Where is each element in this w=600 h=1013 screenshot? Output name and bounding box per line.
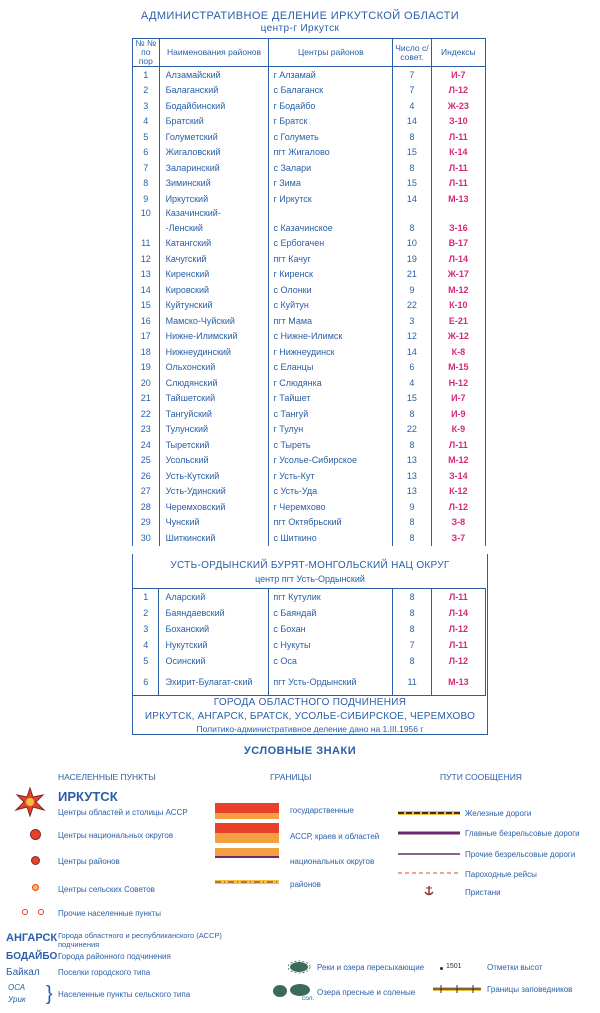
- legend-rural-council: Центры сельских Советов: [58, 885, 155, 894]
- row-num: 14: [133, 282, 160, 298]
- settlements-heading: НАСЕЛЕННЫЕ ПУНКТЫ: [58, 772, 156, 782]
- row-num: 5: [133, 653, 159, 669]
- row-num: 8: [133, 176, 160, 192]
- ust-orda-table: [132, 588, 486, 696]
- row-num: 15: [133, 298, 160, 314]
- table-row: [133, 499, 486, 515]
- row-index: Л-14: [448, 253, 468, 264]
- table-row: [133, 67, 486, 83]
- pier-anchor-icon: [423, 885, 435, 897]
- row-count: 14: [393, 344, 432, 360]
- row-center: с Усть-Уда: [269, 484, 393, 500]
- row-center: с Олонки: [269, 282, 393, 298]
- row-index: К-14: [449, 147, 468, 158]
- row-index: М-15: [448, 362, 469, 373]
- header-num: № № по пор: [133, 39, 160, 67]
- steamship-icon: [398, 870, 460, 876]
- border-state-icon: [215, 803, 279, 813]
- table-row: [133, 145, 486, 161]
- row-center: г Усолье-Сибирское: [269, 453, 393, 469]
- row-index: З-14: [449, 470, 468, 481]
- table-row: [133, 98, 486, 114]
- reserve-border-icon: [433, 984, 481, 994]
- border-district-icon: [215, 878, 279, 886]
- row-index: З-16: [449, 222, 468, 233]
- table-row: [133, 637, 486, 653]
- row-name: Усольский: [159, 453, 269, 469]
- railway-icon: [398, 809, 460, 817]
- row-name: Качугский: [159, 251, 269, 267]
- row-index: И-7: [451, 69, 466, 80]
- row-num: 3: [133, 98, 160, 114]
- row-name: Жигаловский: [159, 145, 269, 161]
- table-row: [133, 191, 486, 207]
- row-count: 8: [393, 129, 432, 145]
- row-name: Тангуйский: [159, 406, 269, 422]
- row-name: Заларинский: [159, 160, 269, 176]
- row-num: 6: [133, 669, 159, 696]
- row-num: 16: [133, 313, 160, 329]
- row-count: 13: [393, 468, 432, 484]
- other-settlement-icon-2: [38, 909, 44, 915]
- row-num: 24: [133, 437, 160, 453]
- lake-label: сол.: [302, 995, 315, 1002]
- row-index: Л-14: [448, 608, 469, 618]
- table-row: [133, 530, 486, 546]
- table-row: [133, 313, 486, 329]
- page-title: АДМИНИСТРАТИВНОЕ ДЕЛЕНИЕ ИРКУТСКОЙ ОБЛАСТИ: [140, 10, 460, 22]
- row-center: с Баяндай: [269, 605, 393, 621]
- row-center: с Ербогачен: [269, 236, 393, 252]
- row-name: Боханский: [159, 621, 269, 637]
- row-center: г Братск: [269, 114, 393, 130]
- row-center: с Тыреть: [269, 437, 393, 453]
- row-center: с Балаганск: [269, 83, 393, 99]
- row-center: с Бохан: [269, 621, 393, 637]
- row-num: 17: [133, 329, 160, 345]
- table-row: [133, 360, 486, 376]
- row-index: З-10: [449, 116, 468, 127]
- legend-main-roads: Главные безрельсовые дороги: [465, 829, 580, 838]
- legend-other-roads: Прочие безрельсовые дороги: [465, 850, 576, 859]
- legend-national: Центры национальных округов: [58, 831, 174, 840]
- row-center: с Голуметь: [269, 129, 393, 145]
- row-center: г Нижнеудинск: [269, 344, 393, 360]
- row-num: 5: [133, 129, 160, 145]
- table-row: [133, 669, 486, 696]
- row-center: пгт Жигалово: [269, 145, 393, 161]
- row-count: 9: [393, 282, 432, 298]
- row-name: Усть-Кутский: [159, 468, 269, 484]
- table-row: [133, 453, 486, 469]
- legend-drying: Реки и озера пересыхающие: [317, 963, 425, 972]
- table-row: [133, 329, 486, 345]
- row-num: 1: [133, 589, 159, 606]
- national-center-icon: [30, 829, 41, 840]
- row-count: 11: [393, 669, 431, 696]
- row-num: 6: [133, 145, 160, 161]
- row-name: Чунский: [159, 515, 269, 531]
- row-center: [269, 207, 393, 220]
- cities-title: ГОРОДА ОБЛАСТНОГО ПОДЧИНЕНИЯ: [213, 697, 407, 708]
- legend-capital: Центры областей и столицы АССР: [58, 808, 188, 817]
- row-count: 19: [393, 251, 432, 267]
- row-center: с Залари: [269, 160, 393, 176]
- row-num: 2: [133, 605, 159, 621]
- row-center: г Черемхово: [269, 499, 393, 515]
- row-index: Ж-12: [447, 331, 469, 342]
- row-name: Иркутский: [159, 191, 269, 207]
- districts-table: [132, 38, 486, 546]
- table-row: [133, 176, 486, 192]
- row-center: г Слюдянка: [269, 375, 393, 391]
- row-num: 3: [133, 621, 159, 637]
- row-index: Л-11: [448, 439, 468, 450]
- row-name: Нукутский: [159, 637, 269, 653]
- row-center: г Тулун: [269, 422, 393, 438]
- table-row: [133, 114, 486, 130]
- legend-border-assr: АССР, краев и областей: [290, 832, 380, 841]
- legend-urban-type: Поселки городского типа: [58, 968, 151, 977]
- header-center: Центры районов: [269, 39, 393, 67]
- legend-reserves: Границы заповедников: [487, 985, 573, 994]
- row-count: 13: [393, 484, 432, 500]
- row-index: М-12: [448, 284, 469, 295]
- row-name: Алзамайский: [159, 67, 269, 83]
- row-count: 8: [393, 406, 432, 422]
- row-count: 14: [393, 191, 432, 207]
- legend-city-regional: Города областного и республиканского (АССР) подчинения: [58, 931, 222, 949]
- row-num: 25: [133, 453, 160, 469]
- table-row: [133, 375, 486, 391]
- rural-council-icon: [32, 884, 39, 891]
- row-num: 13: [133, 267, 160, 283]
- sample-urban-type: Байкал: [6, 967, 40, 978]
- row-index: Ж-23: [447, 100, 469, 111]
- row-index: З-8: [451, 517, 466, 528]
- sample-rural-2: Урик: [8, 995, 26, 1004]
- border-state-band: [215, 813, 279, 819]
- sample-city-regional: АНГАРСК: [6, 932, 58, 944]
- row-count: 10: [393, 236, 432, 252]
- row-name: Слюдянский: [159, 375, 269, 391]
- legend-railways: Железные дороги: [465, 809, 532, 818]
- row-count: 7: [393, 637, 431, 653]
- table-row: [133, 236, 486, 252]
- row-index: З-7: [451, 532, 466, 543]
- row-count: 8: [393, 160, 432, 176]
- row-center: г Алзамай: [269, 67, 393, 83]
- row-center: г Бодайбо: [269, 98, 393, 114]
- ust-orda-title: УСТЬ-ОРДЫНСКИЙ БУРЯТ-МОНГОЛЬСКИЙ НАЦ ОКРУГ: [170, 560, 450, 571]
- row-name: Казачинский-: [159, 207, 269, 220]
- row-count: [393, 207, 432, 220]
- legend-border-districts: районов: [290, 880, 321, 889]
- row-count: 22: [393, 298, 432, 314]
- row-index: Л-12: [448, 85, 468, 96]
- row-name: Аларский: [159, 589, 269, 606]
- other-road-icon: [398, 851, 460, 857]
- legend-steamship: Пароходные рейсы: [465, 870, 537, 879]
- row-count: 7: [393, 67, 432, 83]
- border-assr-icon: [215, 823, 279, 833]
- table-row: [133, 515, 486, 531]
- table-row: [133, 282, 486, 298]
- row-center: пгт Качуг: [269, 251, 393, 267]
- row-count: 8: [393, 621, 431, 637]
- row-name: Мамско-Чуйский: [159, 313, 269, 329]
- legend-border-state: государственные: [290, 806, 354, 815]
- table-row: [133, 83, 486, 99]
- row-index: Л-12: [448, 624, 469, 634]
- row-num: 2: [133, 83, 160, 99]
- row-num: 7: [133, 160, 160, 176]
- table-row: [133, 207, 486, 220]
- row-name: Осинский: [159, 653, 269, 669]
- row-center: с Нукуты: [269, 637, 393, 653]
- row-num: 30: [133, 530, 160, 546]
- cities-list: ИРКУТСК, АНГАРСК, БРАТСК, УСОЛЬЕ-СИБИРСКОЕ, ЧЕРЕМХОВО: [144, 711, 476, 722]
- legend-elevation: Отметки высот: [487, 963, 543, 972]
- table-row: [133, 468, 486, 484]
- row-index: М-13: [448, 677, 469, 687]
- row-center: пгт Усть-Ордынский: [269, 669, 393, 696]
- row-center: г Тайшет: [269, 391, 393, 407]
- table-row: [133, 298, 486, 314]
- border-national-line: [215, 856, 279, 858]
- region-center: центр-г Иркутск: [260, 23, 340, 34]
- borders-heading: ГРАНИЦЫ: [270, 772, 312, 782]
- row-name: Эхирит-Булагат-ский: [159, 669, 269, 696]
- row-num: 19: [133, 360, 160, 376]
- row-num: 28: [133, 499, 160, 515]
- row-count: 21: [393, 267, 432, 283]
- row-num: 1: [133, 67, 160, 83]
- table-row: [133, 406, 486, 422]
- row-count: 7: [393, 83, 432, 99]
- header-index: Индексы: [431, 39, 485, 67]
- row-num: 21: [133, 391, 160, 407]
- drying-lake-icon: [285, 960, 315, 974]
- row-index: И-7: [451, 393, 466, 404]
- row-index: Л-11: [448, 162, 468, 173]
- row-name: Шиткинский: [159, 530, 269, 546]
- table-row: [133, 251, 486, 267]
- table-row: [133, 267, 486, 283]
- table-row: [133, 129, 486, 145]
- row-count: 4: [393, 375, 432, 391]
- row-name: -Ленский: [159, 220, 269, 236]
- row-center: г Зима: [269, 176, 393, 192]
- table-row: [133, 653, 486, 669]
- row-name: Братский: [159, 114, 269, 130]
- elevation-dot-icon: [440, 967, 443, 970]
- row-index: И-9: [451, 408, 466, 419]
- ust-orda-section: [132, 554, 488, 735]
- row-count: 15: [393, 176, 432, 192]
- row-index: Ж-17: [447, 269, 469, 280]
- header-count: Число с/совет.: [393, 39, 432, 67]
- row-name: Нижнеудинский: [159, 344, 269, 360]
- routes-heading: ПУТИ СООБЩЕНИЯ: [440, 772, 522, 782]
- row-num: 23: [133, 422, 160, 438]
- row-name: Усть-Удинский: [159, 484, 269, 500]
- row-name: Куйтунский: [159, 298, 269, 314]
- row-index: К-9: [451, 424, 466, 435]
- table-row: [133, 344, 486, 360]
- row-center: г Иркутск: [269, 191, 393, 207]
- legend-lakes: Озера пресные и соленые: [317, 988, 416, 997]
- district-center-icon: [31, 856, 40, 865]
- row-count: 9: [393, 499, 432, 515]
- row-index: К-10: [449, 300, 468, 311]
- table-row: [133, 589, 486, 606]
- row-index: М-12: [448, 455, 469, 466]
- row-num: 29: [133, 515, 160, 531]
- row-num: 20: [133, 375, 160, 391]
- row-num: 27: [133, 484, 160, 500]
- row-index: Л-12: [448, 656, 469, 666]
- row-num: 4: [133, 637, 159, 653]
- border-national-icon: [215, 848, 279, 856]
- row-num: 10: [133, 207, 160, 220]
- capital-star-icon: [10, 785, 50, 817]
- row-num: 12: [133, 251, 160, 267]
- row-count: 8: [393, 589, 431, 606]
- row-name: Тулунский: [159, 422, 269, 438]
- row-index: В-17: [448, 238, 469, 249]
- row-num: 9: [133, 191, 160, 207]
- legend-rural: Населенные пункты сельского типа: [58, 990, 191, 999]
- row-center: с Тангуй: [269, 406, 393, 422]
- table-header: [133, 39, 486, 67]
- row-count: 22: [393, 422, 432, 438]
- row-count: 6: [393, 360, 432, 376]
- row-name: Черемховский: [159, 499, 269, 515]
- table-row: [133, 484, 486, 500]
- row-count: 8: [393, 220, 432, 236]
- legend-other: Прочие населенные пункты: [58, 909, 161, 918]
- row-center: пгт Мама: [269, 313, 393, 329]
- row-name: Баяндаевский: [159, 605, 269, 621]
- main-road-icon: [398, 830, 460, 836]
- row-index: Е-21: [448, 315, 468, 326]
- ust-orda-center: центр пгт Усть-Ордынский: [255, 574, 365, 584]
- row-num: 26: [133, 468, 160, 484]
- row-num: 11: [133, 236, 160, 252]
- row-count: 12: [393, 329, 432, 345]
- row-name: Бодайбинский: [159, 98, 269, 114]
- admin-note: Политико-административное деление дано на 1.III.1956 г: [196, 724, 424, 734]
- row-count: 8: [393, 605, 431, 621]
- row-count: 15: [393, 145, 432, 161]
- legend-city-district: Города районного подчинения: [58, 952, 171, 961]
- row-name: Кировский: [159, 282, 269, 298]
- table-row: [133, 437, 486, 453]
- row-index: Л-11: [448, 640, 468, 650]
- brace-icon: }: [46, 983, 53, 1005]
- row-index: Л-12: [448, 501, 468, 512]
- row-name: Тайшетский: [159, 391, 269, 407]
- elevation-value: 1501: [446, 963, 462, 970]
- legend-piers: Пристани: [465, 888, 501, 897]
- row-num: 18: [133, 344, 160, 360]
- row-index: К-12: [449, 486, 468, 497]
- header-name: Наименования районов: [159, 39, 269, 67]
- legend-title: УСЛОВНЫЕ ЗНАКИ: [243, 745, 357, 757]
- row-index: Л-11: [448, 131, 468, 142]
- row-name: Балаганский: [159, 83, 269, 99]
- row-center: с Казачинское: [269, 220, 393, 236]
- row-index: Л-11: [448, 592, 468, 602]
- sample-capital: ИРКУТСК: [58, 789, 118, 804]
- row-name: Голуметский: [159, 129, 269, 145]
- row-center: с Куйтун: [269, 298, 393, 314]
- row-count: 8: [393, 437, 432, 453]
- row-name: Катангский: [159, 236, 269, 252]
- row-name: Ольхонский: [159, 360, 269, 376]
- row-index: [431, 207, 485, 220]
- row-center: пгт Кутулик: [269, 589, 393, 606]
- row-index: Л-11: [448, 178, 468, 189]
- row-name: Тыретский: [159, 437, 269, 453]
- table-row: [133, 391, 486, 407]
- table-row: [133, 220, 486, 236]
- table-row: [133, 605, 486, 621]
- row-center: пгт Октябрьский: [269, 515, 393, 531]
- legend-border-national: национальных округов: [290, 857, 375, 866]
- row-index: М-13: [448, 193, 469, 204]
- row-index: К-8: [451, 346, 466, 357]
- row-center: г Усть-Кут: [269, 468, 393, 484]
- border-assr-band: [215, 833, 279, 843]
- row-name: Киренский: [159, 267, 269, 283]
- row-name: Нижне-Илимский: [159, 329, 269, 345]
- table-row: [133, 422, 486, 438]
- table-row: [133, 621, 486, 637]
- row-count: 8: [393, 653, 431, 669]
- sample-city-district: БОДАЙБО: [6, 951, 58, 962]
- row-count: 4: [393, 98, 432, 114]
- row-count: 14: [393, 114, 432, 130]
- row-count: 8: [393, 515, 432, 531]
- other-settlement-icon: [22, 909, 28, 915]
- row-center: с Нижне-Илимск: [269, 329, 393, 345]
- row-num: [133, 220, 160, 236]
- row-center: с Еланцы: [269, 360, 393, 376]
- row-index: Н-12: [448, 377, 469, 388]
- row-num: 22: [133, 406, 160, 422]
- row-count: 8: [393, 530, 432, 546]
- table-row: [133, 160, 486, 176]
- row-num: 4: [133, 114, 160, 130]
- row-center: с Шиткино: [269, 530, 393, 546]
- sample-rural-1: ОСА: [8, 983, 26, 992]
- row-center: с Оса: [269, 653, 393, 669]
- row-center: г Киренск: [269, 267, 393, 283]
- row-name: Зиминский: [159, 176, 269, 192]
- row-count: 3: [393, 313, 432, 329]
- row-count: 13: [393, 453, 432, 469]
- legend-district: Центры районов: [58, 857, 120, 866]
- row-count: 15: [393, 391, 432, 407]
